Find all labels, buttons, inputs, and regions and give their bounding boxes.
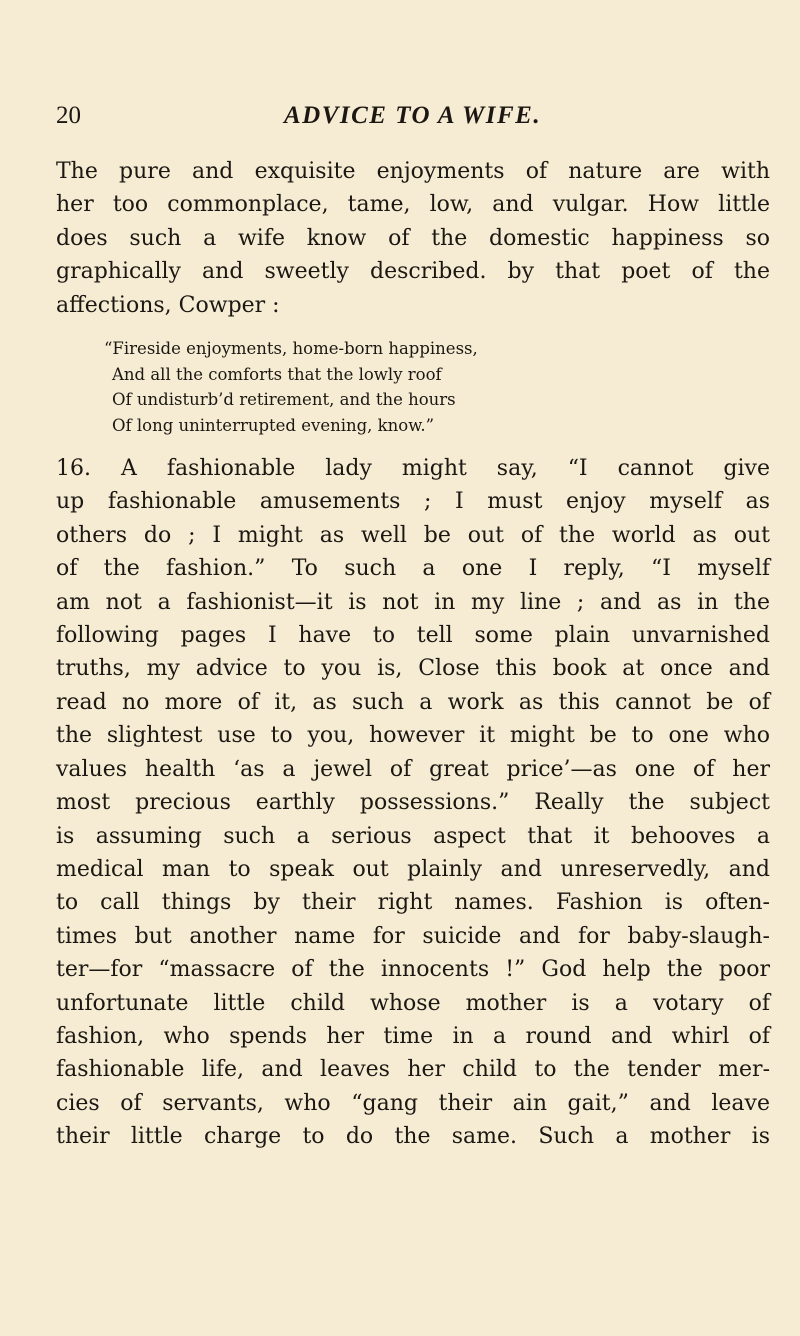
verse-line: And all the comforts that the lowly roof — [112, 364, 442, 384]
page-number: 20 — [56, 102, 81, 129]
text-line: affections, Cowper : — [56, 292, 280, 318]
text-line: medical man to speak out plainly and unreservedly, and — [56, 856, 770, 882]
text-line: does such a wife know of the domestic happiness so — [56, 225, 770, 251]
text-line: fashionable life, and leaves her child to the tender mer- — [56, 1057, 770, 1083]
verse-line: “Fireside enjoyments, home-born happiness, — [104, 339, 478, 359]
text-line: The pure and exquisite enjoyments of nature are with — [56, 159, 770, 184]
text-line: following pages I have to tell some plain unvarnished — [56, 623, 770, 649]
text-line: values health ‘as a jewel of great price’—as one of her — [56, 756, 770, 782]
text-line: most precious earthly possessions.” Really the subject — [56, 790, 770, 816]
text-line: graphically and sweetly described. by that poet of the — [56, 259, 770, 285]
body-text — [56, 155, 770, 1154]
text-line: their little charge to do the same. Such a mother is — [56, 1124, 770, 1150]
text-line: up fashionable amusements ; I must enjoy myself as — [56, 489, 770, 515]
running-head — [56, 96, 776, 136]
text-line: others do ; I might as well be out of the world as out — [56, 522, 770, 548]
text-line: of the fashion.” To such a one I reply, “I myself — [56, 556, 770, 582]
text-line: read no more of it, as such a work as this cannot be of — [56, 689, 770, 715]
running-title: ADVICE TO A WIFE. — [284, 102, 542, 129]
text-line: her too commonplace, tame, low, and vulgar. How little — [56, 192, 770, 218]
text-line: to call things by their right names. Fashion is often- — [56, 890, 770, 916]
text-line: is assuming such a serious aspect that it behooves a — [56, 823, 770, 849]
paragraph-1 — [56, 155, 770, 322]
text-line: ter—for “massacre of the innocents !” God help the poor — [56, 957, 770, 983]
text-line: cies of servants, who “gang their ain gait,” and leave — [56, 1090, 770, 1116]
text-line: truths, my advice to you is, Close this book at once and — [56, 656, 770, 682]
text-line: fashion, who spends her time in a round and whirl of — [56, 1023, 770, 1049]
verse-quotation — [56, 336, 770, 438]
verse-line: Of long uninterrupted evening, know.” — [112, 415, 435, 435]
verse-line: Of undisturb’d retirement, and the hours — [112, 390, 456, 410]
text-line: unfortunate little child whose mother is a votary of — [56, 990, 770, 1016]
text-line: times but another name for suicide and for baby-slaugh- — [56, 923, 770, 949]
text-line: 16. A fashionable lady might say, “I cannot give — [56, 456, 770, 482]
text-line: the slightest use to you, however it might be to one who — [56, 723, 770, 749]
text-line: am not a fashionist—it is not in my line ; and as in the — [56, 589, 770, 615]
paragraph-16 — [56, 452, 770, 1154]
